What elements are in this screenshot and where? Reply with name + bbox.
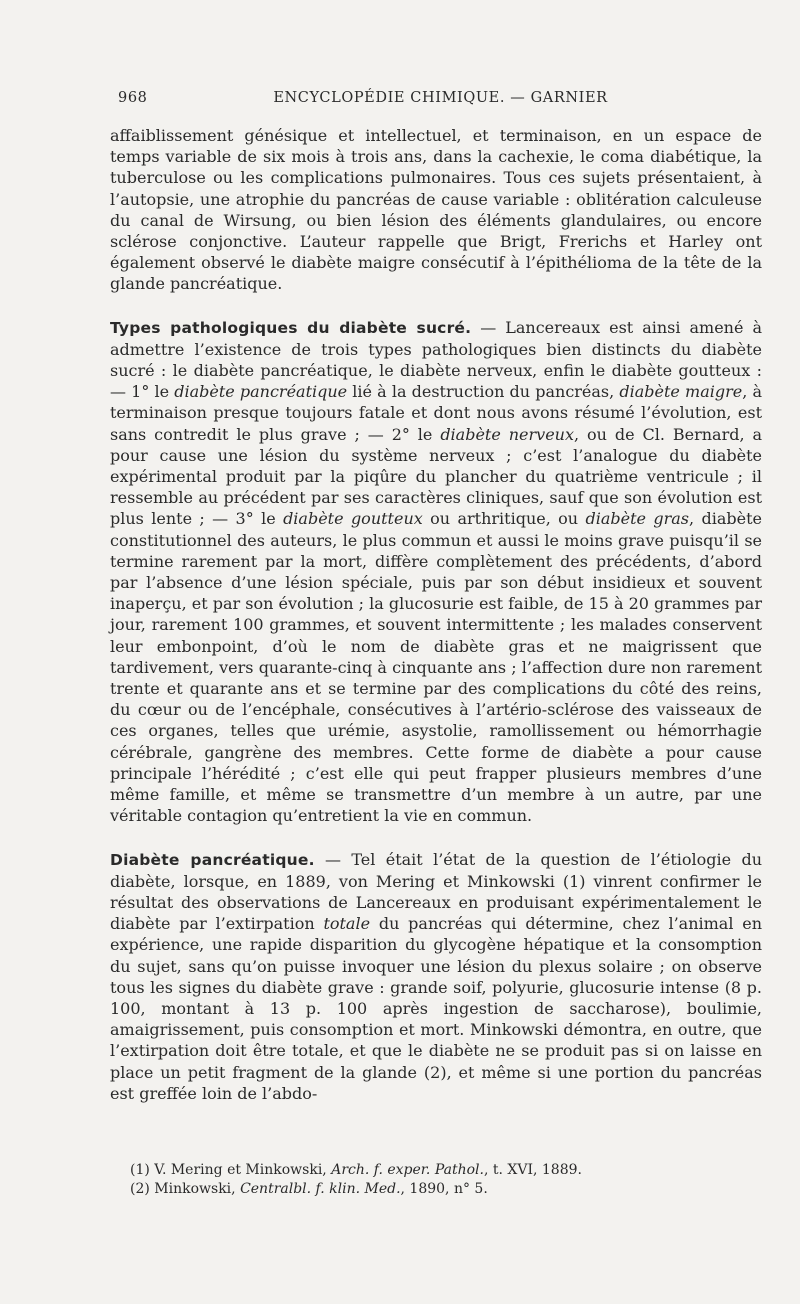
text-run: du pancréas qui détermine, chez l’animal en expérience, une rapide disparition du glycogène hépatique et la consomption du sujet, sans qu’on puisse invoquer une lésion du plexus solaire ; on observe tous les signes du diabète grave : grande soif, polyurie, glucosurie intense (8 p. 100, montant à 13 p. 100 après ingestion de saccharose), boulimie, amaigrissement, puis consomption et mort. Minkowski démontra, en outre, que l’extirpation doit être totale, et que le diabète ne se produit pas si on laisse en place un petit fragment de la glande (2), et même si une portion du pancréas est greffée loin de l’abdo- bbox=[110, 914, 762, 1103]
running-title: ENCYCLOPÉDIE CHIMIQUE. — GARNIER bbox=[273, 90, 608, 106]
paragraph-types-pathologiques bbox=[110, 317, 762, 827]
footnote-journal: Arch. f. exper. Pathol. bbox=[331, 1162, 484, 1178]
body-text bbox=[110, 125, 762, 1104]
text-run: , diabète constitutionnel des auteurs, le plus commun et aussi le moins grave puisqu’il se termine rarement par la mort, diffère complètement des précédents, d’abord par l’absence d’une lésion spéciale, puis par son début insidieux et souvent inaperçu, et par son évolution ; la glucosurie est faible, de 15 à 20 grammes par jour, rarement 100 grammes, et souvent intermittente ; les malades conservent leur embonpoint, d’où le nom de diabète gras et ne maigrissent que tardivement, vers quarante-cinq à cinquante ans ; l’affection dure non rarement trente et quarante ans et se termine par des complications du côté des reins, du cœur ou de l’encéphale, consécutives à l’artério-sclérose des vaisseaux de ces organes, telles que urémie, asystolie, ramollissement ou hémorrhagie cérébrale, gangrène des membres. Cette forme de diabète a pour cause principale l’hérédité ; c’est elle qui peut frapper plusieurs membres d’une même famille, et même se transmettre d’un membre à un autre, par une véritable contagion qu’entretient la vie en commun. bbox=[110, 509, 762, 826]
italic-term: diabète gras bbox=[585, 509, 690, 529]
text-run: ou arthritique, ou bbox=[422, 509, 586, 529]
section-heading-pancreatique: Diabète pancréatique. bbox=[110, 850, 315, 869]
text-run: lié à la destruction du pancréas, bbox=[347, 382, 620, 402]
italic-term: totale bbox=[323, 914, 371, 934]
italic-term: diabète nerveux bbox=[440, 424, 574, 444]
italic-term: diabète pancréatique bbox=[174, 382, 348, 402]
text-run: , à terminaison presque toujours fatale et dont nous avons résumé l’évolution, est sans contredit le plus grave ; — 2° le bbox=[110, 382, 762, 444]
footnote-text: , 1890, n° 5. bbox=[400, 1181, 488, 1197]
text-run: , ou de Cl. Bernard, a pour cause une lésion du système nerveux ; c’est l’analogue du diabète expérimental produit par la piqûre du plancher du quatrième ventricule ; il ressemble au précédent par ses caractères cliniques, sauf que son évolution est plus lente ; — 3° le bbox=[110, 424, 763, 529]
paragraph-continuation: affaiblissement génésique et intellectuel, et terminaison, en un espace de temps variable de six mois à trois ans, dans la cachexie, le coma diabétique, la tuberculose ou les complications pulmonaires. Tous ces sujets présentaient, à l’autopsie, une atrophie du pancréas de cause variable : oblitération calculeuse du canal de Wirsung, ou bien lésion des éléments glandulaires, ou encore sclérose conjonctive. L’auteur rappelle que Brigt, Frerichs et Harley ont également observé le diabète maigre consécutif à l’épithélioma de la tête de la glande pancréatique. bbox=[110, 126, 762, 294]
footnote-text: (1) V. Mering et Minkowski, bbox=[130, 1162, 332, 1178]
footnotes bbox=[130, 1161, 750, 1199]
footnote-text: , t. XVI, 1889. bbox=[483, 1162, 582, 1178]
paragraph-diabete-pancreatique bbox=[110, 849, 762, 1104]
page-number: 968 bbox=[118, 90, 148, 106]
italic-term: diabète maigre bbox=[619, 382, 743, 402]
italic-term: diabète goutteux bbox=[283, 509, 423, 529]
footnote-journal: Centralbl. f. klin. Med. bbox=[240, 1181, 401, 1197]
footnote-text: (2) Minkowski, bbox=[130, 1181, 241, 1197]
footnote-1 bbox=[130, 1161, 750, 1180]
section-heading-types: Types pathologiques du diabète sucré. bbox=[110, 318, 472, 337]
footnote-2 bbox=[130, 1180, 750, 1199]
text-run: — Lancereaux est ainsi amené à admettre l’existence de trois types pathologiques bien distincts du diabète sucré : le diabète pancréatique, le diabète nerveux, enfin le diabète goutteux : — 1° le bbox=[110, 317, 762, 402]
text-run: — Tel était l’état de la question de l’étiologie du diabète, lorsque, en 1889, von Mering et Minkowski (1) vinrent confirmer le résultat des observations de Lancereaux en produisant expérimentalement le diabète par l’extirpation bbox=[110, 849, 762, 934]
